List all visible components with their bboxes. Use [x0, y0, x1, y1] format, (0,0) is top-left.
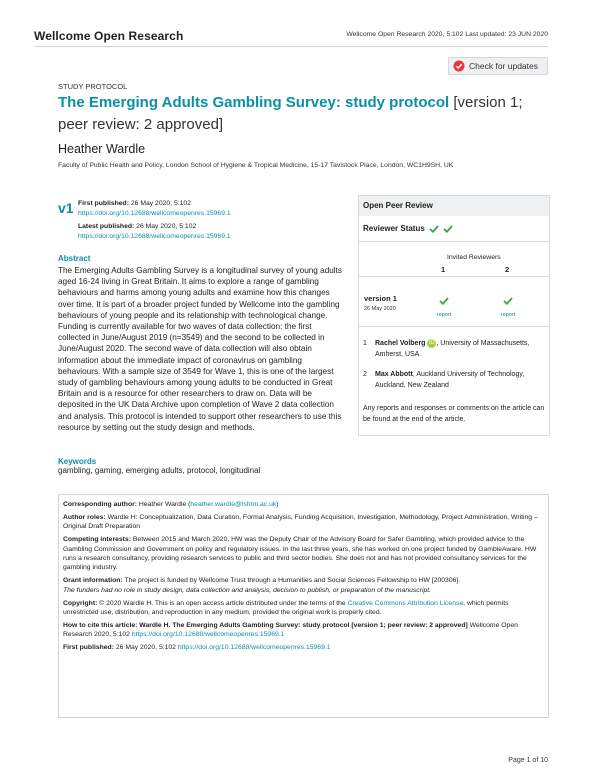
reviewer-name[interactable]: Rachel Volberg	[375, 340, 426, 347]
grant-information	[63, 576, 544, 595]
copyright-text: © 2020 Wardle H. This is an open access article distributed under the terms of the	[99, 599, 346, 607]
reviewer-column-number: 2	[505, 265, 510, 274]
reviewer-entry	[363, 338, 547, 360]
approved-check-icon	[439, 297, 449, 305]
roles-text: Wardle H: Conceptualization, Data Curation, Formal Analysis, Funding Acquisition, Investigation, Methodology, Project Administration, Writing – Original Draft Preparation	[63, 513, 538, 531]
divider	[359, 326, 549, 327]
approved-check-icon	[443, 225, 453, 233]
info-first-label: First published:	[63, 644, 114, 652]
abstract-heading: Abstract	[58, 254, 91, 263]
reviewer-entry	[363, 369, 547, 391]
author-name[interactable]: Heather Wardle	[58, 142, 146, 156]
divider	[359, 276, 549, 277]
page-number: Page 1 of 10	[508, 757, 548, 764]
header-meta: Wellcome Open Research 2020, 5:102 Last updated: 23 JUN 2020	[346, 31, 548, 38]
article-info-box	[58, 494, 549, 718]
article-version-label: [version 1; peer review: 2 approved]	[58, 94, 523, 133]
keywords-heading: Keywords	[58, 457, 97, 466]
reviewer-number: 2	[363, 371, 367, 378]
reviewer-1-report-link[interactable]: report	[436, 312, 452, 318]
cite-doi-link[interactable]: https://doi.org/10.12688/wellcomeopenres.15969.1	[131, 631, 285, 639]
orcid-icon[interactable]: iD	[429, 339, 435, 346]
peer-review-title: Open Peer Review	[359, 196, 549, 216]
grant-text: The project is funded by Wellcome Trust through a Humanities and Social Sciences Fellowship to HW [200306].	[124, 577, 461, 585]
first-published-label: First published:	[78, 200, 129, 207]
review-version-date: 26 May 2020	[364, 306, 396, 312]
cite-label: How to cite this article:	[63, 621, 138, 629]
first-published-date: 26 May 2020, 5:102	[130, 200, 191, 207]
reviewer-status-label: Reviewer Status	[363, 224, 425, 233]
reviewer-affiliation: , University of Massachusetts, Amherst, USA	[375, 340, 530, 358]
license-link[interactable]: Creative Commons Attribution License	[347, 599, 464, 607]
check-for-updates-label: Check for updates	[469, 61, 538, 71]
competing-interests	[63, 535, 544, 573]
latest-published-label: Latest published:	[78, 223, 135, 230]
review-version-label: version 1	[364, 294, 397, 303]
cite-source: Wellcome Open Research 2020, 5:102	[63, 621, 518, 639]
article-type: STUDY PROTOCOL	[58, 82, 128, 91]
copyright-label: Copyright:	[63, 599, 98, 607]
info-first-published	[63, 643, 544, 652]
invited-reviewers-label: Invited Reviewers	[447, 254, 501, 261]
grant-label: Grant information:	[63, 577, 123, 585]
divider	[359, 241, 549, 242]
reviewer-number: 1	[363, 340, 367, 347]
approved-check-icon	[503, 297, 513, 305]
reviewer-status	[363, 224, 453, 233]
info-first-date: 26 May 2020, 5:102	[115, 644, 176, 652]
reviewer-2-report-link[interactable]: report	[500, 312, 516, 318]
abstract-text: The Emerging Adults Gambling Survey is a longitudinal survey of young adults aged 16-24 living in Great Britain. It aims to explore a range of gambling behaviours and harms among young adults and examine how this changes over time. It is part of a broader project funded by Wellcome into the gambling behaviours of young people and its relationship with technological change. Funding is currently available for two waves of data collection: the first collected in June/August 2019 (n=3549) and the second to be collected in June/August 2020. The second wave of data collection will also obtain information about the immediate impact of coronavirus on gambling behaviours. With a sample size of 3549 for Wave 1, this is one of the largest study of gambling behaviours among young adults to be conducted in Great Britain and is a resource for other researchers to draw on. Data will be deposited in the UK Data Archive upon completion of Wave 2 data collection and analysis. This protocol is intended to support other researchers to use this resource by setting out the study design and methods.	[58, 266, 342, 432]
peer-review-note: Any reports and responses or comments on the article can be found at the end of the article.	[363, 405, 545, 423]
reviewer-2-approval	[493, 292, 523, 318]
header-divider	[34, 46, 548, 47]
reviewer-column-number: 1	[441, 265, 446, 274]
first-published-doi-link[interactable]: https://doi.org/10.12688/wellcomeopenres.15969.1	[78, 210, 231, 217]
corresponding-label: Corresponding author:	[63, 501, 138, 508]
latest-published-block	[78, 222, 231, 242]
reviewer-1-approval	[429, 292, 459, 318]
how-to-cite	[63, 621, 544, 640]
roles-label: Author roles:	[63, 513, 106, 521]
competing-text: Between 2015 and March 2020, HW was the Deputy Chair of the Advisory Board for Safer Gambling, which provided advice to the Gambling Commission and Government on policy and regulatory issues. In the last three years, she has worked on one project funded by GambleAware. HW runs a research consultancy, providing research services to public and third sector bodies. She does not and has not provided consultancy services for the gambling industry.	[63, 536, 537, 572]
latest-published-doi-link[interactable]: https://doi.org/10.12688/wellcomeopenres.15969.1	[78, 233, 231, 240]
competing-label: Competing interests:	[63, 536, 131, 544]
copyright	[63, 599, 544, 618]
first-published-block	[78, 199, 231, 219]
reviewer-affiliation: , Auckland University of Technology, Auckland, New Zealand	[375, 371, 525, 389]
approved-check-icon	[429, 225, 439, 233]
author-affiliation: Faculty of Public Health and Policy, London School of Hygiene & Tropical Medicine, 15-17 Tavistock Place, London, WC1H9SH, UK	[58, 162, 454, 169]
grant-note: The funders had no role in study design, data collection and analysis, decision to publish, or preparation of the manuscript.	[63, 586, 432, 594]
reviewer-name[interactable]: Max Abbott	[375, 371, 413, 378]
cite-title: Wardle H. The Emerging Adults Gambling Survey: study protocol [version 1; peer review: 2 approved]	[139, 621, 468, 629]
crossmark-icon	[453, 60, 465, 72]
author-roles	[63, 513, 544, 532]
article-title-main: The Emerging Adults Gambling Survey: study protocol	[58, 94, 450, 111]
corresponding-close: )	[276, 501, 279, 508]
open-peer-review-panel	[358, 195, 550, 436]
version-badge: v1	[58, 200, 74, 216]
journal-brand: Wellcome Open Research	[34, 29, 184, 43]
latest-published-date: 26 May 2020, 5:102	[136, 223, 197, 230]
corresponding-author	[63, 500, 544, 509]
keywords-text: gambling, gaming, emerging adults, protocol, longitudinal	[58, 466, 261, 475]
info-first-doi-link[interactable]: https://doi.org/10.12688/wellcomeopenres.15969.1	[177, 644, 331, 652]
corresponding-name: Heather Wardle (	[138, 501, 191, 508]
check-for-updates-button[interactable]	[448, 57, 548, 75]
article-title	[58, 92, 548, 136]
copyright-text-end: , which permits unrestricted use, distribution, and reproduction in any medium, provided the original work is properly cited.	[63, 599, 509, 617]
corresponding-email-link[interactable]: heather.wardle@lshtm.ac.uk	[190, 501, 277, 508]
